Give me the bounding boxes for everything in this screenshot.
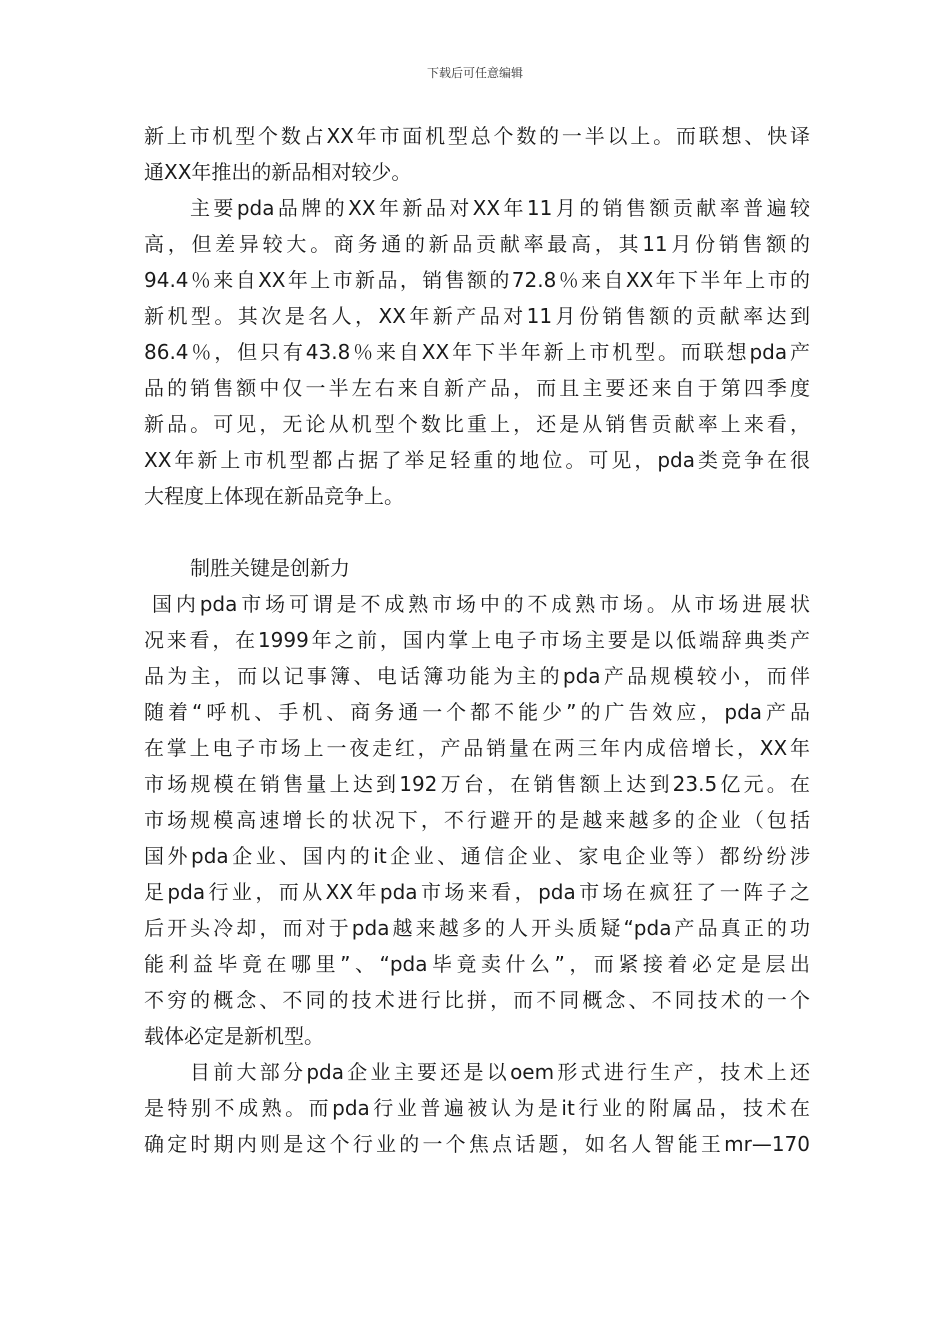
document-body <box>144 118 810 1162</box>
text-line: 品的销售额中仅一半左右来自新产品，而且主要还来自于第四季度 <box>144 376 810 400</box>
text-line: 国内pda市场可谓是不成熟市场中的不成熟市场。从市场进展状 <box>152 592 810 616</box>
text-line: 新品。可见，无论从机型个数比重上，还是从销售贡献率上来看， <box>144 412 810 436</box>
page-header: 下载后可任意编辑 <box>426 66 523 80</box>
text-line: 足pda行业，而从XX年pda市场来看，pda市场在疯狂了一阵子之 <box>144 880 810 904</box>
text-line: 不穷的概念、不同的技术进行比拼，而不同概念、不同技术的一个 <box>144 988 810 1012</box>
text-line: 新上市机型个数占XX年市面机型总个数的一半以上。而联想、快译 <box>144 124 810 148</box>
text-line: 随着“呼机、手机、商务通一个都不能少”的广告效应，pda产品 <box>144 700 810 724</box>
text-line: 主要pda品牌的XX年新品对XX年11月的销售额贡献率普遍较 <box>190 196 810 220</box>
text-line: 大程度上体现在新品竞争上。 <box>144 484 404 508</box>
text-line: 通XX年推出的新品相对较少。 <box>144 160 412 184</box>
text-line: 市场规模高速增长的状况下，不行避开的是越来越多的企业（包括 <box>144 808 810 832</box>
text-line: 高，但差异较大。商务通的新品贡献率最高，其11月份销售额的 <box>144 232 810 256</box>
text-line: 是特别不成熟。而pda行业普遍被认为是it行业的附属品，技术在 <box>144 1096 810 1120</box>
text-line: XX年新上市机型都占据了举足轻重的地位。可见，pda类竞争在很 <box>144 448 810 472</box>
text-line: 品为主，而以记事簿、电话簿功能为主的pda产品规模较小，而伴 <box>144 664 810 688</box>
text-line: 在掌上电子市场上一夜走红，产品销量在两三年内成倍增长，XX年 <box>144 736 810 760</box>
text-line: 确定时期内则是这个行业的一个焦点话题，如名人智能王mr—170 <box>144 1132 810 1156</box>
text-line: 载体必定是新机型。 <box>144 1024 324 1048</box>
text-line: 能利益毕竟在哪里”、“pda毕竟卖什么”，而紧接着必定是层出 <box>144 952 810 976</box>
text-line: 86.4％，但只有43.8％来自XX年下半年新上市机型。而联想pda产 <box>144 340 810 364</box>
text-line: 目前大部分pda企业主要还是以oem形式进行生产，技术上还 <box>190 1060 810 1084</box>
text-line: 新机型。其次是名人，XX年新产品对11月份销售额的贡献率达到 <box>144 304 810 328</box>
text-line: 况来看，在1999年之前，国内掌上电子市场主要是以低端辞典类产 <box>144 628 810 652</box>
text-line: 后开头冷却，而对于pda越来越多的人开头质疑“pda产品真正的功 <box>144 916 810 940</box>
section-heading: 制胜关键是创新力 <box>190 556 350 580</box>
blank-line <box>144 514 810 550</box>
text-line: 94.4％来自XX年上市新品，销售额的72.8％来自XX年下半年上市的 <box>144 268 810 292</box>
text-line: 市场规模在销售量上达到192万台，在销售额上达到23.5亿元。在 <box>144 772 810 796</box>
text-line: 国外pda企业、国内的it企业、通信企业、家电企业等）都纷纷涉 <box>144 844 810 868</box>
